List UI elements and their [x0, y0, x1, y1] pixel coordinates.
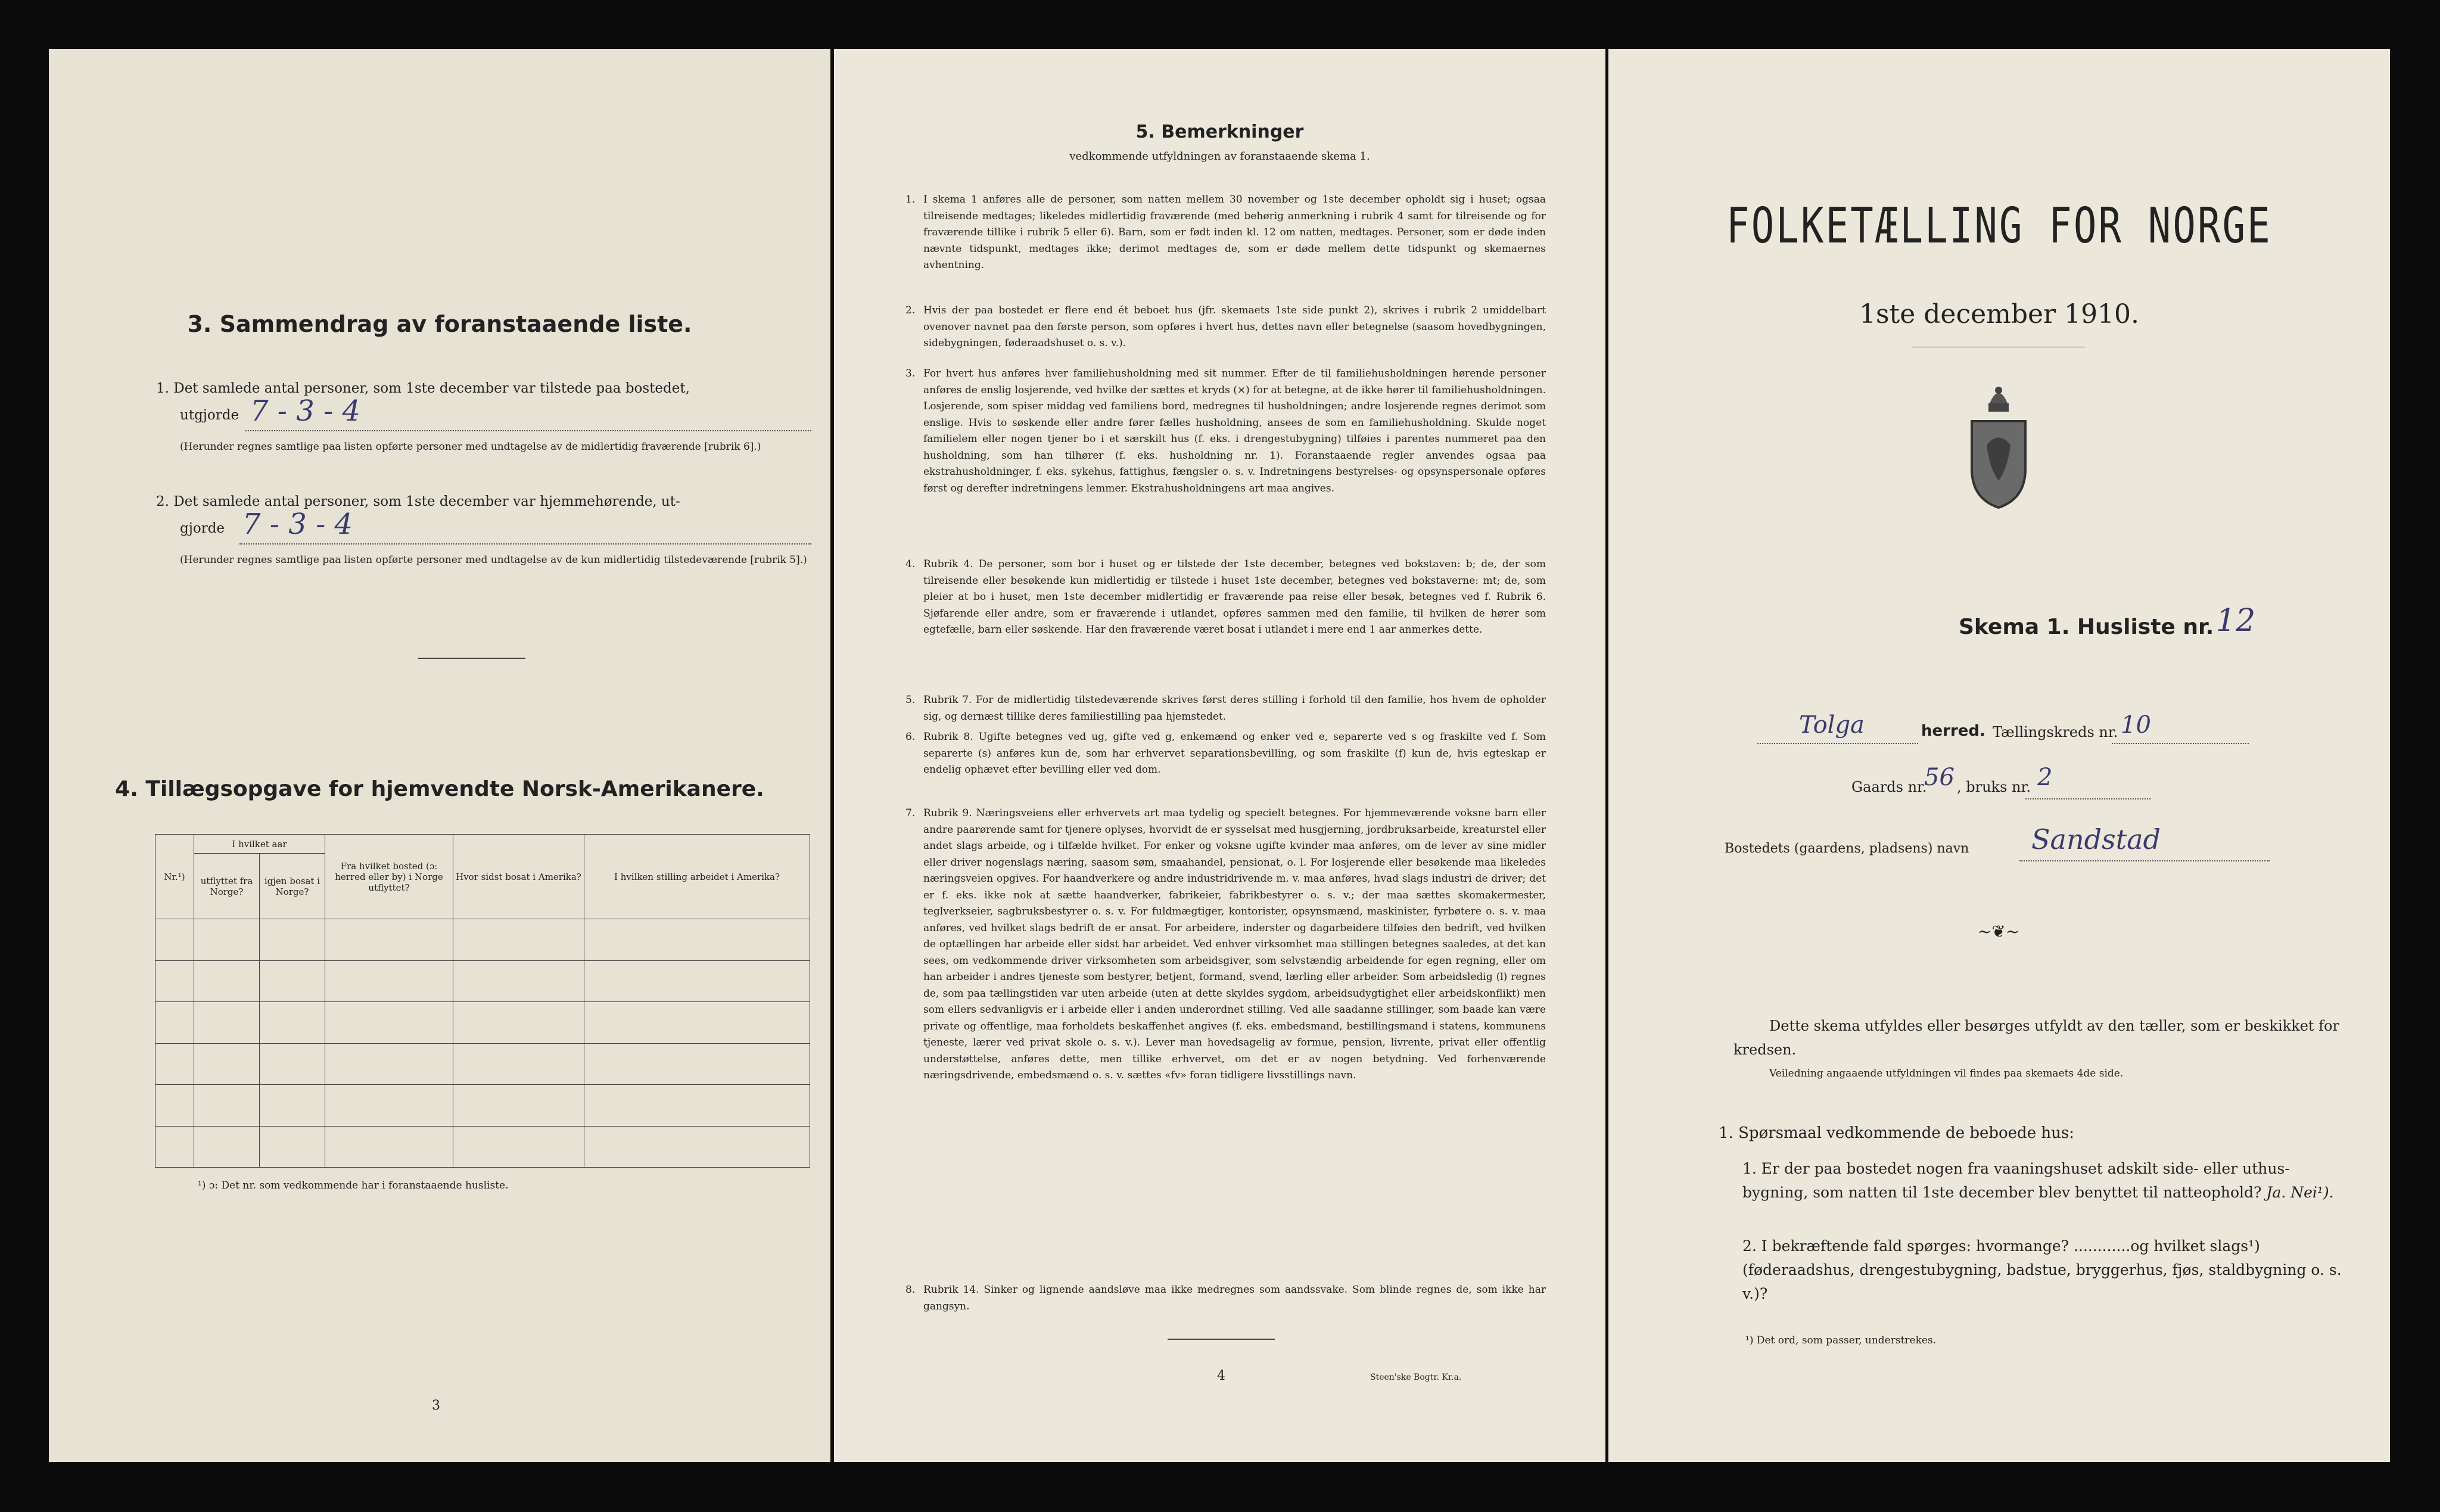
footnote: ¹) Det ord, som passer, understrekes. [1745, 1334, 1937, 1346]
remark-7: 7. Rubrik 9. Næringsveiens eller erhvervets art maa tydelig og specielt betegnes. For hjemmeværende voksne barn eller andre paarørende samt for tjenere oplyses, hvorvidt de er sysselsat med husgjerning, jordbruksarbeide, kreaturstel eller andet slags arbeide, og i tilfælde hvilket. For enker og voksne ugifte kvinder maa anføres, om de lever av sine midler eller driver nogenslags næring, saasom søm, smaahandel, pensionat, o. l. For losjerende eller besøkende maa likeledes næringsveien opgives. For haandverkere og andre industridrivende m. v. maa anføres, hvad slags industri de driver; det er f. eks. ikke nok at sætte haandverker, fabrikeier, fabrikbestyrer o. s. v.; der maa sættes skomakermester, teglverkseier, sagbruksbestyrer o. s. v. For fuldmægtiger, kontorister, opsynsmænd, maskinister, fyrbøtere o. s. v. maa anføres, ved hvilket slags bedrift de er ansat. For arbeidere, inderster og dagarbeidere tilføies den bedrift, ved hvilken de optællingen har arbeide eller sidst har arbeidet. Ved enhver virksomhet maa stillingen betegnes saaledes, at det kan sees, om vedkommende driver virksomheten som arbeidsgiver, som selvstændig arbeidende for egen regning, eller om han arbeider i andres tjeneste som bestyrer, betjent, formand, svend, lærling eller arbeider. Som arbeidsledig (l) regnes de, som paa tællingstiden var uten arbeide (uten at dette skyldes sygdom, arbeidsudygtighet eller arbeidskonflikt) men som ellers sedvanligvis er i arbeide eller i anden underordnet stilling. Ved alle saadanne stillinger, som baade kan være private og offentlige, maa forholdets beskaffenhet angives (f. eks. embedsmand, bestillingsmand i statens, kommunens tjeneste, lærer ved privat skole o. s. v.). Lever man hovedsagelig av formue, pension, livrente, privat eller offentlig understøttelse, anføres dette, men tillike erhvervet, om det er av nogen betydning. Ved forhenværende næringsdrivende, embedsmænd o. s. v. sættes «fv» foran tidligere livsstillings navn. [905, 807, 1546, 1081]
remark-1: 1. I skema 1 anføres alle de personer, som natten mellem 30 november og 1ste december opholdt sig i huset; ogsaa tilreisende medtages; likeledes midlertidig fraværende (med behørig anmerkning i rubrik 4 samt for tilreisende og for fraværende tillike i rubrik 5 eller 6). Barn, som er født inden kl. 12 om natten, medtages. Personer, som er døde inden nævnte tidspunkt, medtages ikke; derimot medtages de, som er døde mellem dette tidspunkt og skemaernes avhentning. [905, 194, 1546, 271]
kreds-line [2112, 743, 2249, 744]
kreds-label: Tællingskreds nr. [1993, 724, 2118, 741]
gaards-label: Gaards nr. [1851, 779, 1927, 795]
item2-text: 2. Det samlede antal personer, som 1ste december var hjemmehørende, ut- [156, 494, 680, 509]
remark-2: 2. Hvis der paa bostedet er flere end ét beboet hus (jfr. skemaets 1ste side punkt 2), skrives i rubrik 2 umiddelbart ovenover navnet paa den første person, som opføres i hvert hus, dettes navn eller betegnelse (saasom hovedbygningen, sidebygningen, føderaadshuset o. s. v.). [905, 304, 1546, 349]
separator [1168, 1339, 1275, 1340]
table-row [155, 919, 810, 961]
bruks-label: , bruks nr. [1957, 779, 2031, 795]
item2-prefix: gjorde [180, 521, 225, 536]
bosted-line [2019, 860, 2270, 861]
col-igjen: igjen bosat i Norge? [260, 854, 325, 919]
page-1 [1608, 49, 2390, 1462]
question-1: 1. Er der paa bostedet nogen fra vaaningshuset adskilt side- eller uthus-bygning, som natten til 1ste december blev benyttet til natteophold? Ja. Nei¹). [1742, 1160, 2334, 1201]
remark-3: 3. For hvert hus anføres hver familiehusholdning med sit nummer. Efter de til familiehusholdningen hørende personer anføres de enslig losjerende, ved hvilke der sættes et kryds (×) for at betegne, at de ikke hører til familiehusholdningen. Losjerende, som spiser middag ved familiens bord, medregnes til husholdningen; andre losjerende regnes derimot som enslige. Hvis to søskende eller andre fører fælles husholdning, ansees de som en familiehusholdning. Skulde noget familielem eller nogen tjener bo i et særskilt hus (f. eks. i drengestubygning) tilføies i parentes nummeret paa den husholdning, som han tilhører (f. eks. husholdning nr. 1). Foranstaaende regler anvendes ogsaa paa ekstrahusholdninger, f. eks. sykehus, fattighus, fængsler o. s. v. Indretningens bestyrelses- og opsynspersonale opføres først og derefter indretningens lemmer. Ekstrahusholdningens art maa angives. [905, 368, 1546, 494]
remark-6: 6. Rubrik 8. Ugifte betegnes ved ug, gifte ved g, enkemænd og enker ved e, separerte ved s og fraskilte ved f. Som separerte (s) anføres kun de, som har erhvervet separationsbevilling, og som fraskilte (f) kun de, hvis egteskap er endelig ophævet efter bevilling eller ved dom. [905, 731, 1546, 776]
bosted-label: Bostedets (gaardens, pladsens) navn [1725, 841, 1969, 856]
remark-8: 8. Rubrik 14. Sinker og lignende aandsløve maa ikke medregnes som aandssvake. Som blinde regnes de, som ikke har gangsyn. [905, 1284, 1546, 1312]
remark-5: 5. Rubrik 7. For de midlertidig tilstedeværende skrives først deres stilling i forhold til den familie, hos hvem de opholder sig, og dernæst tillike deres familiestilling paa hjemstedet. [905, 694, 1546, 723]
schema-label: Skema 1. Husliste nr. [1959, 615, 2214, 639]
gaards-value: 56 [1924, 764, 1955, 791]
husliste-nr: 12 [2216, 603, 2256, 639]
kreds-value: 10 [2121, 711, 2151, 739]
table-row [155, 1126, 810, 1168]
item1-prefix: utgjorde [180, 407, 239, 423]
herred-line [1757, 743, 1918, 744]
bosted-value: Sandstad [2031, 823, 2161, 855]
col-nr: Nr.¹) [155, 835, 194, 919]
remark-4: 4. Rubrik 4. De personer, som bor i huset og er tilstede der 1ste december, betegnes ved bokstaven: b; de, der som tilreisende eller besøkende kun midlertidig er tilstede i huset 1ste december, betegnes ved bokstaverne: mt; de, som pleier at bo i huset, men 1ste december midlertidig er fraværende paa reise eller besøk, betegnes ved f. Rubrik 6. Sjøfarende eller andre, som er fraværende i utlandet, opføres sammen med den familie, til hvilken de hører som egtefælle, barn eller søskende. Har den fraværende været bosat i utlandet i mere end 1 aar anmerkes dette. [905, 558, 1546, 636]
herred-value: Tolga [1799, 711, 1865, 739]
page-3 [49, 49, 830, 1462]
table-row [155, 960, 810, 1002]
question-2: 2. I bekræftende fald spørges: hvormange? ............og hvilket slags¹) (føderaadshus, drengestubygning, badstue, bryggerhus, fjøs, staldbygning o. s. v.)? [1742, 1237, 2342, 1302]
table-row [155, 1002, 810, 1044]
main-title: FOLKETÆLLING FOR NORGE [1726, 198, 2272, 254]
remarks-subtitle: vedkommende utfyldningen av foranstaaende skema 1. [1069, 150, 1370, 163]
norsk-amerikanere-table [155, 834, 810, 1168]
item1-line [245, 430, 811, 431]
intro-note: Veiledning angaaende utfyldningen vil findes paa skemaets 4de side. [1769, 1068, 2124, 1079]
col-fra: Fra hvilket bosted (ɔ: herred eller by) i Norge utflyttet? [325, 835, 453, 919]
bruks-line [2025, 798, 2150, 799]
separator [418, 658, 525, 659]
item2-value: 7 - 3 - 4 [242, 508, 353, 541]
page-number: 3 [432, 1398, 440, 1413]
item1-value: 7 - 3 - 4 [250, 394, 361, 428]
page-number: 4 [1217, 1368, 1225, 1383]
printer-mark: Steen'ske Bogtr. Kr.a. [1370, 1373, 1462, 1382]
date-line: 1ste december 1910. [1859, 299, 2140, 329]
col-stilling: I hvilken stilling arbeidet i Amerika? [584, 835, 810, 919]
q-title: 1. Spørsmaal vedkommende de beboede hus: [1719, 1124, 2074, 1142]
item2-line [239, 543, 811, 545]
item1-note: (Herunder regnes samtlige paa listen opførte personer med undtagelse av de midlertidig fraværende [rubrik 6].) [180, 441, 761, 453]
remarks-title: 5. Bemerkninger [1135, 122, 1304, 142]
coat-of-arms-icon [1966, 379, 2031, 511]
ornament-icon: ~❦~ [1977, 922, 2020, 941]
bruks-value: 2 [2037, 764, 2053, 791]
section3-title: 3. Sammendrag av foranstaaende liste. [187, 311, 692, 337]
herred-label: herred. [1921, 722, 1985, 740]
col-utflyttet: utflyttet fra Norge? [194, 854, 260, 919]
footnote: ¹) ɔ: Det nr. som vedkommende har i foranstaaende husliste. [198, 1180, 509, 1191]
table-row [155, 1085, 810, 1127]
col-group-aar: I hvilket aar [194, 835, 325, 854]
section4-title: 4. Tillægsopgave for hjemvendte Norsk-Amerikanere. [115, 777, 764, 801]
item2-note: (Herunder regnes samtlige paa listen opførte personer med undtagelse av de kun midlertidig tilstedeværende [rubrik 5].) [180, 554, 807, 566]
col-hvor: Hvor sidst bosat i Amerika? [453, 835, 584, 919]
intro-text: Dette skema utfyldes eller besørges utfyldt av den tæller, som er beskikket for kredsen. [1733, 1018, 2340, 1058]
table-row [155, 1043, 810, 1085]
page-4 [834, 49, 1605, 1462]
item1-text: 1. Det samlede antal personer, som 1ste december var tilstede paa bostedet, [156, 381, 690, 396]
